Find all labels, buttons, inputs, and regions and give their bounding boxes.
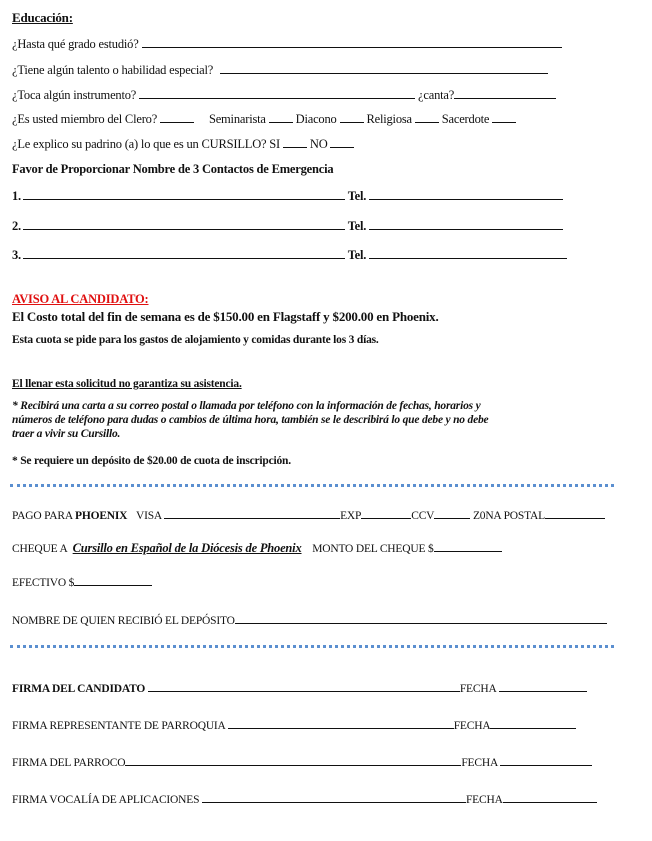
grade-label: ¿Hasta qué grado estudió?: [12, 37, 139, 51]
contact-row: [12, 188, 563, 204]
signature-row-vocalia: [12, 791, 597, 806]
tel-label: Tel.: [347, 219, 367, 233]
exp-field[interactable]: [361, 507, 411, 519]
sponsor-no-field[interactable]: [330, 136, 354, 148]
date-label: FECHA: [465, 794, 503, 806]
parish-rep-signature-label: FIRMA REPRESENTANTE DE PARROQUIA: [12, 720, 226, 732]
contact-number: 2.: [12, 219, 21, 233]
vocalia-date-field[interactable]: [503, 791, 597, 803]
sponsor-label: ¿Le explico su padrino (a) lo que es un CURSILLO? SI: [12, 137, 281, 151]
pago-para-label: PAGO PARA: [12, 510, 73, 522]
zip-field[interactable]: [545, 507, 605, 519]
priest-field[interactable]: [492, 111, 516, 123]
contact-name-field[interactable]: [23, 218, 345, 230]
priest-label: Sacerdote: [441, 112, 490, 126]
instrument-label: ¿Toca algún instrumento?: [12, 88, 137, 102]
cheque-row: [12, 540, 502, 556]
religious-label: Religiosa: [366, 112, 412, 126]
signature-row-pastor: [12, 754, 592, 769]
received-by-row: [12, 612, 607, 627]
letter-text-3: traer a vivir su Cursillo.: [12, 428, 121, 440]
sing-label: ¿canta?: [418, 88, 455, 102]
cash-label: EFECTIVO $: [12, 577, 75, 589]
visa-row: [12, 507, 605, 522]
payee-name: Cursillo en Español de la Diócesis de Phoenix: [72, 541, 302, 555]
pastor-date-field[interactable]: [500, 754, 592, 766]
tel-label: Tel.: [347, 248, 367, 262]
sponsor-row: [12, 136, 354, 152]
parish-rep-date-field[interactable]: [490, 717, 576, 729]
grade-row: [12, 36, 562, 52]
date-label: FECHA: [453, 720, 491, 732]
vocalia-signature-label: FIRMA VOCALÍA DE APLICACIONES: [12, 794, 200, 806]
sing-field[interactable]: [454, 87, 556, 99]
candidate-date-field[interactable]: [499, 680, 587, 692]
letter-text-1: * Recibirá una carta a su correo postal o llamada por teléfono con la información de fechas, horarios y: [12, 400, 481, 412]
visa-label: VISA: [135, 510, 162, 522]
clergy-label: ¿Es usted miembro del Clero?: [12, 112, 158, 126]
deacon-field[interactable]: [340, 111, 364, 123]
received-by-field[interactable]: [235, 612, 607, 624]
clergy-field[interactable]: [160, 111, 194, 123]
cost-text: El Costo total del fin de semana es de $150.00 en Flagstaff y $200.00 en Phoenix.: [12, 309, 439, 324]
exp-label: EXP: [340, 510, 362, 522]
talent-label: ¿Tiene algún talento o habilidad especial?: [12, 63, 214, 77]
notice-heading: AVISO AL CANDIDATO:: [12, 292, 149, 306]
cash-field[interactable]: [74, 574, 152, 586]
religious-field[interactable]: [415, 111, 439, 123]
vocalia-signature-field[interactable]: [202, 791, 466, 803]
candidate-signature-label: FIRMA DEL CANDIDATO: [12, 683, 146, 695]
seminarian-field[interactable]: [269, 111, 293, 123]
pastor-signature-label: FIRMA DEL PARROCO: [12, 757, 126, 769]
cheque-a-label: CHEQUE A: [12, 543, 67, 555]
candidate-signature-field[interactable]: [148, 680, 460, 692]
cheque-amount-label: MONTO DEL CHEQUE $: [312, 543, 434, 555]
contact-row: [12, 218, 563, 234]
sponsor-yes-field[interactable]: [283, 136, 307, 148]
talent-field[interactable]: [220, 62, 548, 74]
instrument-row: [12, 87, 556, 103]
contact-row: [12, 247, 567, 263]
pastor-signature-field[interactable]: [125, 754, 461, 766]
zip-label: Z0NA POSTAL: [472, 510, 545, 522]
contacts-heading: Favor de Proporcionar Nombre de 3 Contactos de Emergencia: [12, 162, 334, 176]
date-label: FECHA: [459, 683, 496, 695]
no-guarantee-text: El llenar esta solicitud no garantiza su asistencia.: [12, 378, 242, 390]
cheque-amount-field[interactable]: [434, 540, 502, 552]
contact-name-field[interactable]: [23, 247, 345, 259]
date-label: FECHA: [461, 757, 498, 769]
signature-row-parish: [12, 717, 576, 732]
contact-tel-field[interactable]: [369, 218, 563, 230]
ccv-label: CCV: [411, 510, 435, 522]
fee-purpose-text: Esta cuota se pide para los gastos de alojamiento y comidas durante los 3 días.: [12, 334, 379, 346]
clergy-row: [12, 111, 516, 127]
seminarian-label: Seminarista: [208, 112, 266, 126]
contact-number: 1.: [12, 189, 21, 203]
deacon-label: Diacono: [295, 112, 337, 126]
received-by-label: NOMBRE DE QUIEN RECIBIÓ EL DEPÓSITO: [12, 615, 235, 627]
tel-label: Tel.: [347, 189, 367, 203]
contact-name-field[interactable]: [23, 188, 345, 200]
talent-row: [12, 62, 548, 78]
grade-field[interactable]: [142, 36, 562, 48]
dotted-divider: [10, 645, 614, 648]
deposit-text: * Se requiere un depósito de $20.00 de cuota de inscripción.: [12, 455, 291, 467]
contact-tel-field[interactable]: [369, 247, 567, 259]
visa-field[interactable]: [164, 507, 340, 519]
contact-number: 3.: [12, 248, 21, 262]
cash-row: [12, 574, 152, 589]
dotted-divider: [10, 484, 614, 487]
education-heading: Educación:: [12, 10, 73, 25]
parish-rep-signature-field[interactable]: [228, 717, 454, 729]
signature-row-candidate: [12, 680, 587, 695]
contact-tel-field[interactable]: [369, 188, 563, 200]
instrument-field[interactable]: [139, 87, 415, 99]
ccv-field[interactable]: [434, 507, 470, 519]
phoenix-label: PHOENIX: [75, 510, 128, 522]
letter-text-2: números de teléfono para dudas o cambios de última hora, también se le describirá lo que debe y no debe: [12, 414, 489, 426]
sponsor-no-label: NO: [309, 137, 328, 151]
